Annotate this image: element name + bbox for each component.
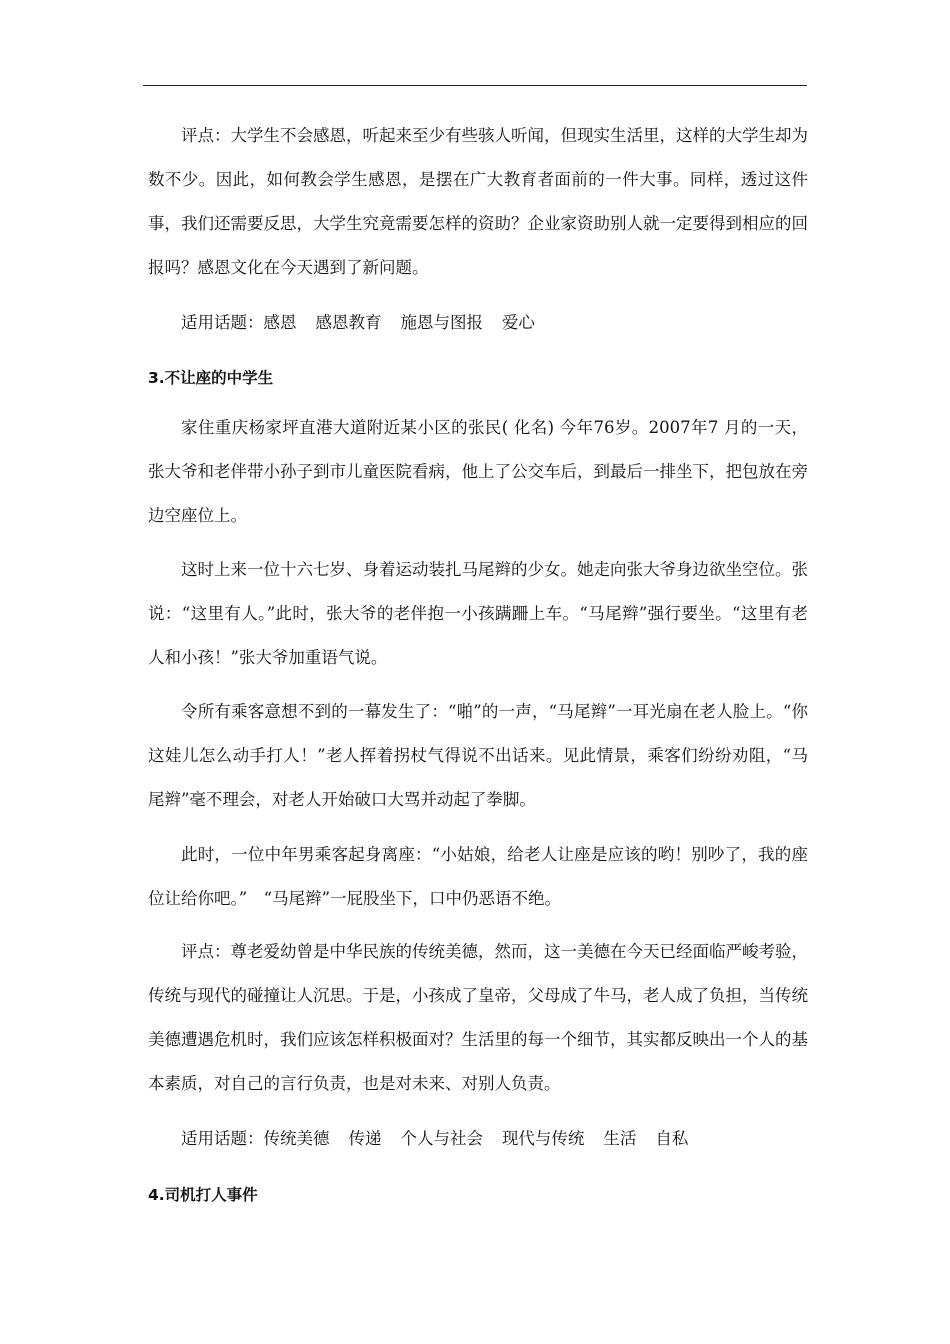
topics-line	[148, 1117, 841, 1161]
topic-tag: 施恩与图报	[400, 313, 483, 332]
topic-tag: 传递	[348, 1129, 382, 1148]
topic-tag: 现代与传统	[501, 1129, 585, 1148]
topic-tag: 传统美德	[263, 1129, 330, 1148]
body-paragraph: 这时上来一位十六七岁、身着运动装扎马尾辫的少女。她走向张大爷身边欲坐空位。张说：“这里有人。”此时，张大爷的老伴抱一小孩蹒跚上车。“马尾辫”强行要坐。“这里有老人和小孩！”张大爷加重语气说。	[148, 560, 808, 667]
topic-tag: 爱心	[501, 313, 535, 332]
body-paragraph: 此时，一位中年男乘客起身离座：“小姑娘，给老人让座是应该的哟！别吵了，我的座位让给你吧。” “马尾辫”一屁股坐下，口中仍恶语不绝。	[148, 845, 808, 908]
topic-tag: 感恩	[263, 313, 297, 332]
topic-tag: 感恩教育	[315, 313, 382, 332]
body-paragraph: 令所有乘客意想不到的一幕发生了：“啪”的一声，“马尾辫”一耳光扇在老人脸上。“你这娃儿怎么动手打人！”老人挥着拐杖气得说不出话来。见此情景，乘客们纷纷劝阻，“马尾辫”毫不理会，对老人开始破口大骂并动起了拳脚。	[148, 702, 808, 809]
topics-label: 适用话题：	[181, 313, 264, 332]
topic-tag: 生活	[603, 1129, 637, 1148]
topics-line	[148, 301, 841, 345]
body-paragraph: 家住重庆杨家坪直港大道附近某小区的张民( 化名) 今年76岁。2007年7 月的一天，张大爷和老伴带小孙子到市儿童医院看病，他上了公交车后，到最后一排坐下，把包放在旁边空座位上。	[148, 418, 808, 525]
section-heading: 3.不让座的中学生	[148, 369, 274, 387]
topics-label: 适用话题：	[181, 1129, 264, 1148]
section-heading: 4.司机打人事件	[148, 1186, 258, 1204]
comment-paragraph: 评点：大学生不会感恩，听起来至少有些骇人听闻，但现实生活里，这样的大学生却为数不少。因此，如何教会学生感恩，是摆在广大教育者面前的一件大事。同样，透过这件事，我们还需要反思，大学生究竟需要怎样的资助？企业家资助别人就一定要得到相应的回报吗？感恩文化在今天遇到了新问题。	[148, 126, 808, 277]
header-rule	[143, 85, 807, 86]
topic-tag: 自私	[655, 1129, 689, 1148]
comment-paragraph: 评点：尊老爱幼曾是中华民族的传统美德，然而，这一美德在今天已经面临严峻考验，传统与现代的碰撞让人沉思。于是，小孩成了皇帝，父母成了牛马，老人成了负担，当传统美德遭遇危机时，我们应该怎样积极面对？生活里的每一个细节，其实都反映出一个人的基本素质，对自己的言行负责，也是对未来、对别人负责。	[148, 942, 808, 1093]
topic-tag: 个人与社会	[400, 1129, 483, 1148]
